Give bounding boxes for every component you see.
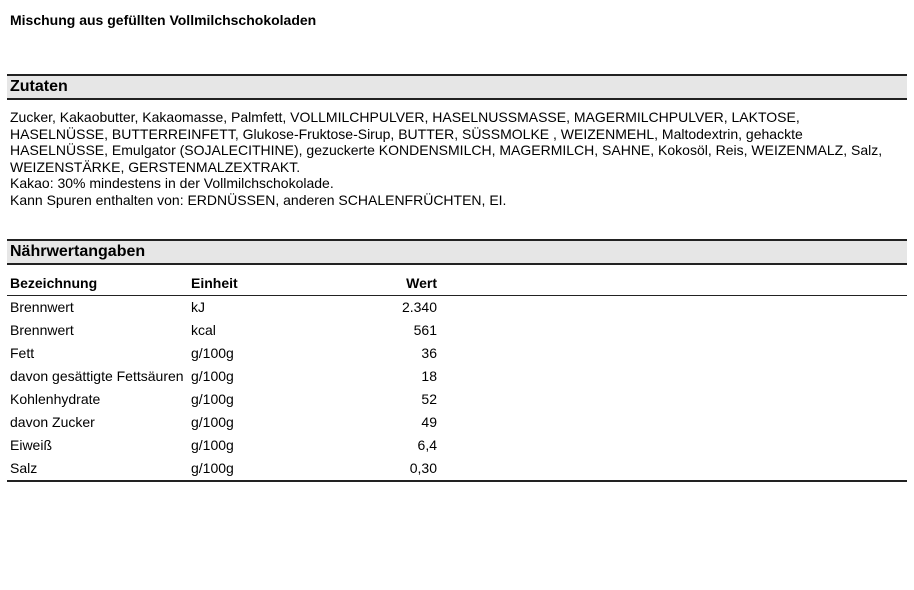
naehrwert-section-header — [7, 239, 907, 265]
row-value: 52 — [421, 391, 437, 407]
column-header-einheit: Einheit — [188, 272, 374, 296]
spuren-note: Kann Spuren enthalten von: ERDNÜSSEN, anderen SCHALENFRÜCHTEN, EI. — [10, 191, 507, 208]
row-name: Fett — [10, 345, 35, 361]
row-name: davon Zucker — [10, 414, 95, 430]
row-value: 6,4 — [417, 437, 437, 453]
zutaten-content — [10, 109, 900, 208]
table-row — [7, 388, 907, 411]
row-name: davon gesättigte Fettsäuren — [10, 368, 184, 384]
row-spacer — [440, 434, 907, 457]
table-header-row — [7, 272, 907, 296]
row-unit: kcal — [191, 322, 216, 338]
naehrwert-heading: Nährwertangaben — [10, 243, 146, 260]
column-header-bezeichnung: Bezeichnung — [7, 272, 188, 296]
table-row — [7, 457, 907, 481]
table-row — [7, 411, 907, 434]
table-row — [7, 434, 907, 457]
row-unit: kJ — [191, 299, 205, 315]
zutaten-section-header — [7, 74, 907, 100]
row-unit: g/100g — [191, 414, 234, 430]
row-unit: g/100g — [191, 345, 234, 361]
table-row — [7, 319, 907, 342]
table-row — [7, 342, 907, 365]
column-header-wert: Wert — [374, 272, 440, 296]
row-unit: g/100g — [191, 437, 234, 453]
row-unit: g/100g — [188, 457, 374, 481]
row-name: Eiweiß — [10, 437, 53, 453]
row-spacer — [440, 411, 907, 434]
column-header-spacer — [440, 272, 907, 296]
row-value: 49 — [421, 414, 437, 430]
row-value: 18 — [421, 368, 437, 384]
row-spacer — [440, 296, 907, 320]
row-spacer — [440, 319, 907, 342]
row-value: 561 — [413, 322, 437, 338]
table-row — [7, 365, 907, 388]
row-name: Brennwert — [10, 322, 74, 338]
nutrition-table — [7, 272, 907, 482]
row-value: 0,30 — [374, 457, 440, 481]
row-value: 36 — [421, 345, 437, 361]
row-spacer — [440, 388, 907, 411]
row-value: 2.340 — [401, 299, 437, 315]
row-name: Salz — [7, 457, 188, 481]
row-name: Kohlenhydrate — [10, 391, 101, 407]
zutaten-heading: Zutaten — [10, 78, 68, 95]
row-unit: g/100g — [191, 368, 234, 384]
row-unit: g/100g — [191, 391, 234, 407]
row-spacer — [440, 457, 907, 481]
row-name: Brennwert — [10, 299, 74, 315]
row-spacer — [440, 365, 907, 388]
kakao-note: Kakao: 30% mindestens in der Vollmilchschokolade. — [10, 175, 334, 191]
page-title: Mischung aus gefüllten Vollmilchschokoladen — [10, 12, 317, 28]
row-spacer — [440, 342, 907, 365]
table-row — [7, 296, 907, 320]
ingredients-list: Zucker, Kakaobutter, Kakaomasse, Palmfett, VOLLMILCHPULVER, HASELNUSSMASSE, MAGERMILCHPULVER, LAKTOSE, HASELNÜSSE, BUTTERREINFETT, Glukose-Fruktose-Sirup, BUTTER, SÜSSMOLKE , WEIZENMEHL, Maltodextrin, gehackte HASELNÜSSE, Emulgator (SOJALECITHINE), gezuckerte KONDENSMILCH, MAGERMILCH, SAHNE, Kokosöl, Reis, WEIZENMALZ, Salz, WEIZENSTÄRKE, GERSTENMALZEXTRAKT. — [10, 109, 883, 175]
